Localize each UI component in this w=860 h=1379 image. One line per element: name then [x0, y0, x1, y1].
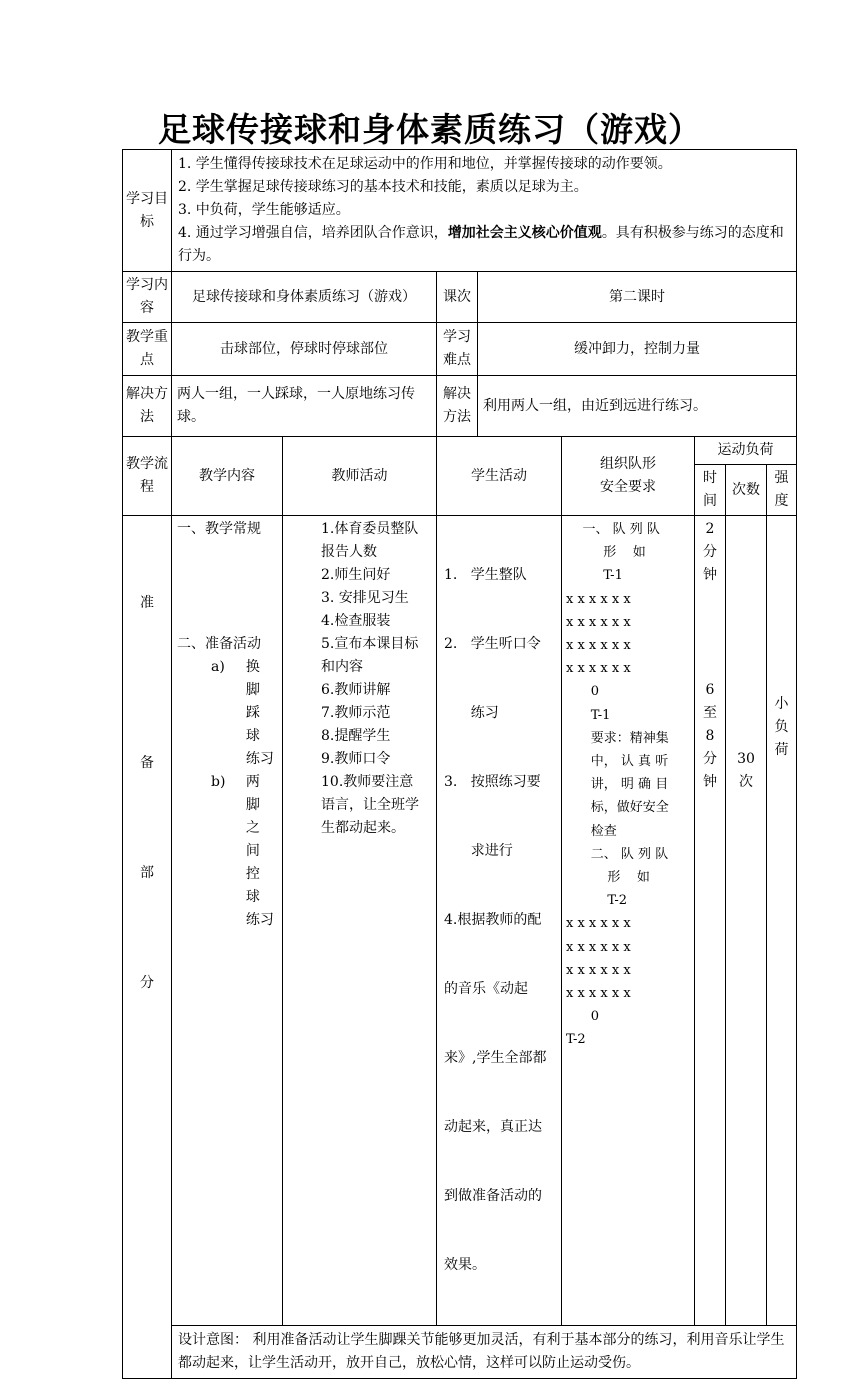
lesson-value: 第二课时	[478, 272, 797, 323]
prep-char: 分	[140, 975, 154, 991]
time-char: 8	[705, 728, 715, 744]
page-title: 足球传接球和身体素质练习（游戏）	[158, 110, 702, 149]
teacher-line: 10.教师要注意	[321, 774, 414, 790]
prep-content-b-line: 之 间	[245, 820, 260, 859]
prep-content-a-line: 换 脚	[245, 659, 260, 698]
difficulty-label: 学习难点	[437, 323, 478, 376]
load-header: 运动负荷	[695, 437, 797, 465]
lesson-plan-table	[122, 149, 797, 1379]
header-row	[123, 437, 797, 465]
org-line: x x x x x x	[566, 962, 631, 978]
count-value: 30	[737, 751, 755, 767]
solution-row	[123, 376, 797, 437]
design-note: 设计意图： 利用准备活动让学生脚踝关节能够更加灵活，有利于基本部分的练习，利用音乐让学生都动起来，让学生活动开，放开自己，放松心情，这样可以防止运动受伤。	[172, 1326, 797, 1379]
org-line: 中， 认 真 听	[566, 754, 669, 770]
teacher-line: 1.体育委员整队	[321, 521, 419, 537]
prep-content-a	[177, 656, 277, 771]
time-char: 2	[705, 521, 715, 537]
prep-content-2: 二、准备活动	[177, 636, 261, 652]
goal-item: 1. 学生懂得传接球技术在足球运动中的作用和地位，并掌握传接球的动作要领。	[178, 156, 672, 172]
teacher-line: 3. 安排见习生	[321, 590, 409, 606]
student-line: 4.根据教师的配	[444, 912, 542, 928]
prep-content-b-line: 控 球	[245, 866, 260, 905]
org-line: 形 如	[566, 870, 650, 886]
intensity-char: 小	[774, 696, 789, 712]
org-line: x x x x x x	[566, 591, 631, 607]
goal-item-4-bold: 增加社会主义核心价值观	[447, 225, 602, 241]
time-char: 分	[703, 751, 717, 767]
student-line: 动起来，真正达	[444, 1119, 542, 1135]
teacher-line: 4.检查服装	[321, 613, 391, 629]
goal-item-4	[178, 222, 790, 268]
content-header: 教学内容	[172, 437, 283, 516]
prep-content-1: 一、教学常规	[177, 521, 261, 537]
org-line: x x x x x x	[566, 614, 631, 630]
org-line: T-1	[566, 568, 623, 584]
time-char: 6	[705, 682, 715, 698]
prep-row	[123, 516, 797, 1326]
prep-count-cell	[726, 516, 767, 1326]
intensity-char: 荷	[774, 742, 789, 758]
time-char: 分	[703, 544, 717, 560]
teacher-line: 语言，让全班学	[321, 797, 419, 813]
org-line: 一、 队 列 队	[566, 522, 660, 537]
student-header: 学生活动	[437, 437, 562, 516]
org-line: x x x x x x	[566, 661, 631, 677]
org-line: T-2	[566, 1032, 586, 1048]
student-line: 来》,学生全部都	[444, 1050, 547, 1066]
org-line: 0	[566, 1009, 600, 1025]
teacher-line: 9.教师口令	[321, 751, 391, 767]
org-header	[562, 437, 695, 516]
prep-content-a-line: 练习	[245, 751, 274, 767]
prep-char: 准	[140, 595, 154, 611]
count-unit: 次	[739, 774, 753, 790]
student-line: 1. 学生整队	[444, 567, 527, 583]
org-line: T-2	[566, 893, 627, 909]
student-line: 3. 按照练习要	[444, 774, 541, 790]
time-char: 至	[703, 705, 717, 721]
solution-label: 解决方法	[123, 376, 172, 437]
org-header-line1: 组织队形	[600, 456, 656, 472]
teacher-line: 生都动起来。	[321, 820, 405, 836]
key-label: 教学重点	[123, 323, 172, 376]
prep-content-b-line: 练习	[245, 912, 274, 928]
org-line: 形 如	[566, 545, 646, 561]
solution-value-2: 利用两人一组，由近到远进行练习。	[478, 376, 797, 437]
goal-item: 3. 中负荷，学生能够适应。	[178, 202, 350, 218]
prep-char: 备	[140, 755, 154, 771]
student-line: 到做准备活动的	[444, 1188, 542, 1204]
lesson-label: 课次	[437, 272, 478, 323]
prep-teacher-cell	[283, 516, 437, 1326]
time-char: 钟	[703, 774, 717, 790]
goals-row	[123, 150, 797, 272]
prep-time-cell	[695, 516, 726, 1326]
org-line: 0	[566, 684, 600, 700]
content-row	[123, 272, 797, 323]
difficulty-value: 缓冲卸力，控制力量	[478, 323, 797, 376]
prep-content-b-marker: b)	[211, 774, 226, 790]
prep-content-b	[177, 771, 277, 932]
goal-item-4-post: 。具有积极参与练习的态度和行为。	[178, 225, 784, 264]
count-header: 次数	[726, 465, 767, 516]
org-line: x x x x x x	[566, 638, 631, 654]
prep-content-a-marker: a)	[211, 659, 225, 675]
student-line: 求进行	[444, 843, 513, 859]
prep-intensity-cell	[767, 516, 797, 1326]
intensity-char: 负	[774, 719, 789, 735]
prep-content-b-line: 两 脚	[245, 774, 260, 813]
teacher-line: 8.提醒学生	[321, 728, 391, 744]
teacher-line: 5.宣布本课目标	[321, 636, 419, 652]
org-line: x x x x x x	[566, 939, 631, 955]
time-char: 钟	[703, 567, 717, 583]
solution-label-2: 解决方法	[437, 376, 478, 437]
org-line: 检查	[566, 823, 617, 839]
goals-label: 学习目标	[123, 150, 172, 272]
prep-section-label	[123, 516, 172, 1379]
org-header-line2: 安全要求	[600, 479, 656, 495]
teacher-header: 教师活动	[283, 437, 437, 516]
prep-content-a-line: 踩 球	[245, 705, 260, 744]
time-header: 时间	[695, 465, 726, 516]
goal-item: 2. 学生掌握足球传接球练习的基本技术和技能，素质以足球为主。	[178, 179, 588, 195]
design-row	[123, 1326, 797, 1379]
intensity-header: 强度	[767, 465, 797, 516]
key-value: 击球部位，停球时停球部位	[172, 323, 437, 376]
org-line: 二、 队 列 队	[566, 846, 669, 862]
student-line: 2. 学生听口令	[444, 636, 541, 652]
student-line: 练习	[444, 705, 499, 721]
teacher-line: 7.教师示范	[321, 705, 391, 721]
teacher-line: 和内容	[321, 659, 363, 675]
prep-student-cell	[437, 516, 562, 1326]
teacher-line: 2.师生问好	[321, 567, 391, 583]
org-line: 要求：精神集	[566, 730, 669, 746]
key-row	[123, 323, 797, 376]
teacher-line: 6.教师讲解	[321, 682, 391, 698]
content-label: 学习内容	[123, 272, 172, 323]
student-line: 效果。	[444, 1257, 486, 1273]
org-line: x x x x x x	[566, 986, 631, 1002]
goals-cell	[172, 150, 797, 272]
prep-content-cell	[172, 516, 283, 1326]
teacher-line: 报告人数	[321, 544, 377, 560]
student-line: 的音乐《动起	[444, 981, 528, 997]
solution-value: 两人一组，一人踩球，一人原地练习传球。	[172, 376, 437, 437]
org-line: 讲， 明 确 目	[566, 777, 669, 793]
org-line: 标，做好安全	[566, 800, 669, 816]
content-value: 足球传接球和身体素质练习（游戏）	[172, 272, 437, 323]
org-line: x x x x x x	[566, 916, 631, 932]
flow-header: 教学流程	[123, 437, 172, 516]
org-line: T-1	[566, 707, 611, 723]
goal-item-4-pre: 4. 通过学习增强自信，培养团队合作意识，	[178, 225, 448, 241]
prep-org-cell	[562, 516, 695, 1326]
prep-char: 部	[140, 865, 154, 881]
